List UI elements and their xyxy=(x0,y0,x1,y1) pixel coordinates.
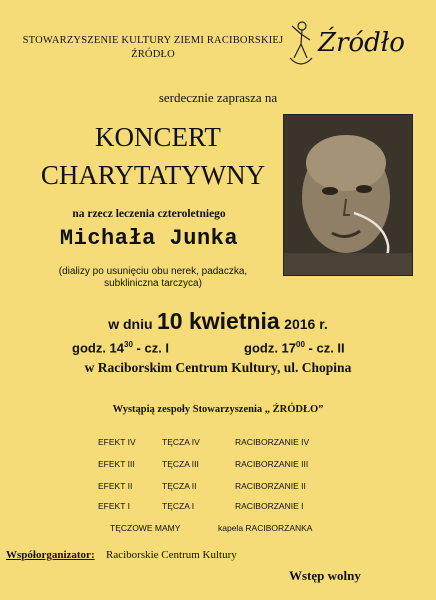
date-prefix: w dniu xyxy=(108,316,153,332)
cause-text: na rzecz leczenia czteroletniego xyxy=(72,208,226,220)
event-date xyxy=(0,308,436,335)
group-cell: RACIBORZANIE I xyxy=(235,501,304,511)
group-cell: TĘCZOWE MAMY xyxy=(110,523,181,533)
logo-wordmark: Źródło xyxy=(318,28,405,58)
date-year: 2016 r. xyxy=(284,316,328,332)
organization-line-2: ŹRÓDŁO xyxy=(131,49,175,60)
group-cell: TĘCZA IV xyxy=(162,437,200,447)
time-2-minutes: 00 xyxy=(296,340,305,349)
group-cell: EFEKT I xyxy=(98,501,130,511)
group-cell: RACIBORZANIE III xyxy=(235,459,309,469)
title-line-2: CHARYTATYWNY xyxy=(40,160,266,190)
group-cell: TĘCZA I xyxy=(162,501,195,511)
group-cell: RACIBORZANIE II xyxy=(235,481,306,491)
group-cell: EFEKT III xyxy=(98,459,135,469)
date-day-month: 10 kwietnia xyxy=(156,308,280,334)
time-2-hour: godz. 17 xyxy=(244,340,297,356)
medical-note-line-2: subkliniczna tarczyca) xyxy=(104,278,202,289)
group-cell: RACIBORZANIE IV xyxy=(235,437,310,447)
child-photo xyxy=(283,114,413,276)
time-2-part: - cz. II xyxy=(304,340,345,356)
time-1-hour: godz. 14 xyxy=(72,340,125,356)
time-1-minutes: 30 xyxy=(124,340,133,349)
group-cell: TĘCZA II xyxy=(162,481,197,491)
coorganizer-label: Współorganizator: xyxy=(6,549,95,561)
group-cell: EFEKT II xyxy=(98,481,133,491)
entry-info: Wstęp wolny xyxy=(289,568,361,583)
event-venue: w Raciborskim Centrum Kultury, ul. Chopina xyxy=(84,360,352,375)
time-1-part: - cz. I xyxy=(132,340,170,356)
group-cell: TĘCZA III xyxy=(162,459,199,469)
group-cell: kapela RACIBORZANKA xyxy=(218,523,313,533)
title-line-1: KONCERT xyxy=(95,122,221,152)
beneficiary-name: Michała Junka xyxy=(59,226,239,251)
coorganizer-name: Raciborskie Centrum Kultury xyxy=(106,549,237,561)
group-cell: EFEKT IV xyxy=(98,437,136,447)
medical-note-line-1: (dializy po usunięciu obu nerek, padaczka, xyxy=(58,266,248,277)
invitation-text: serdecznie zaprasza na xyxy=(158,90,278,105)
time-part-2 xyxy=(244,340,345,355)
organization-name xyxy=(8,34,298,62)
performers-heading: Wystąpią zespoły Stowarzyszenia „ ŹRÓDŁO” xyxy=(112,404,324,415)
organization-line-1: STOWARZYSZENIE KULTURY ZIEMI RACIBORSKIEJ xyxy=(22,35,284,46)
time-part-1 xyxy=(72,340,169,355)
